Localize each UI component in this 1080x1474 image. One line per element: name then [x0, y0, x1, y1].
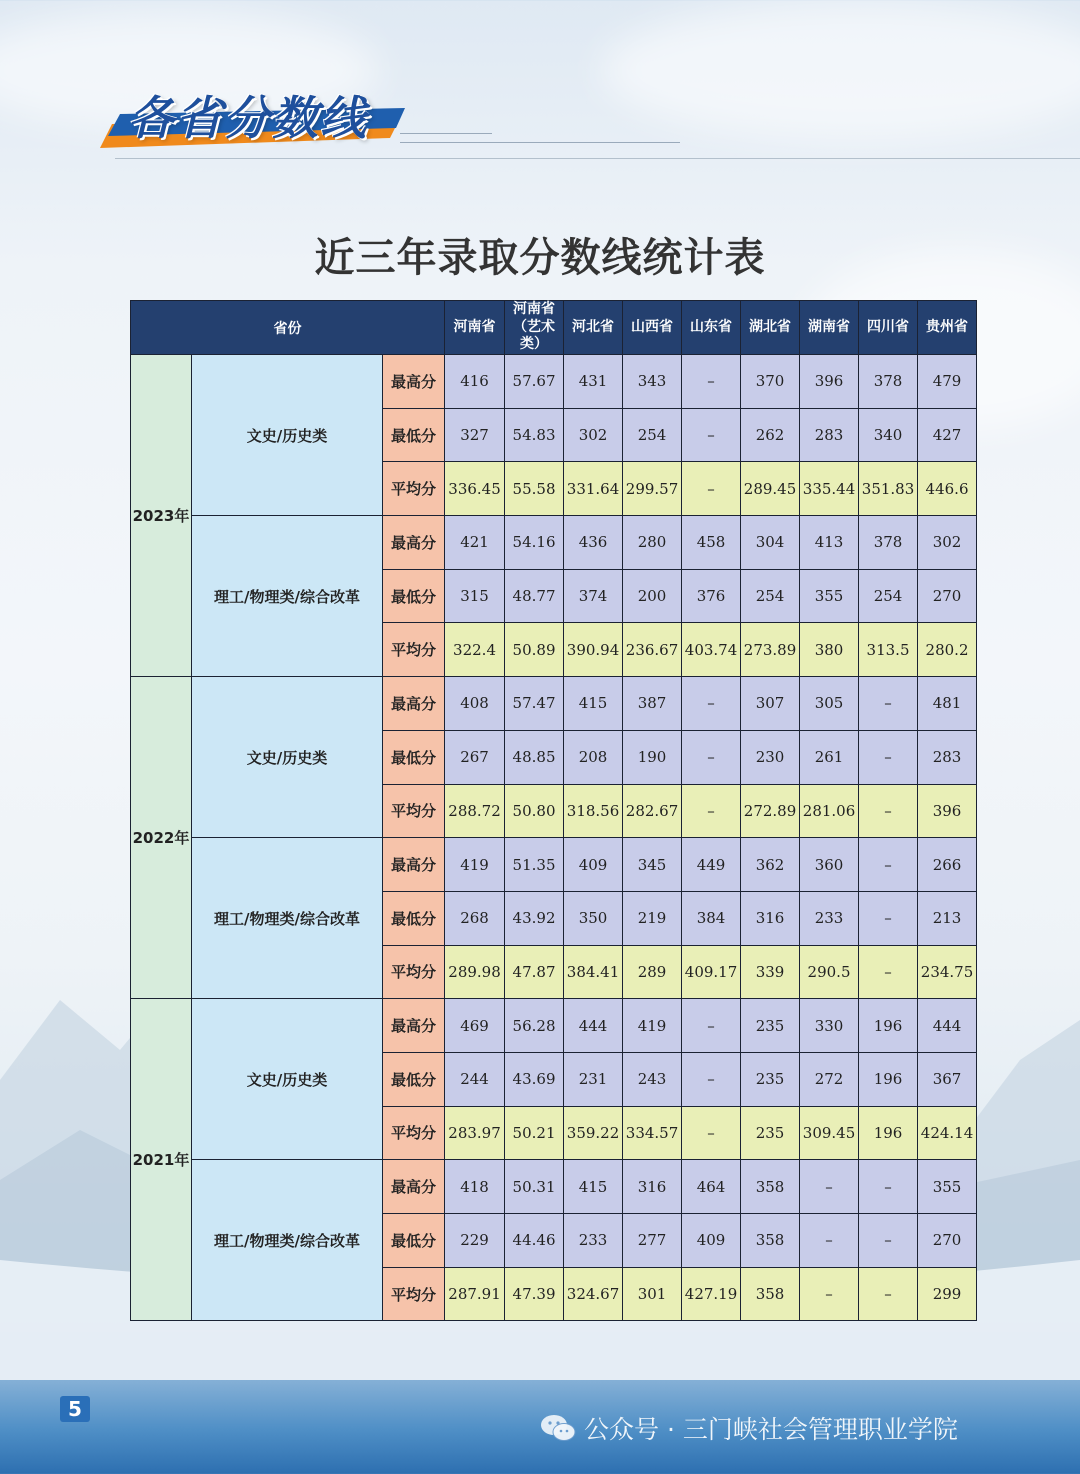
- score-cell: 351.83: [859, 462, 918, 516]
- score-cell: 446.6: [918, 462, 977, 516]
- score-cell: 190: [623, 730, 682, 784]
- score-cell: –: [859, 677, 918, 731]
- score-cell: 409.17: [682, 945, 741, 999]
- score-cell: 367: [918, 1052, 977, 1106]
- metric-label: 最高分: [383, 999, 445, 1053]
- score-cell: 458: [682, 516, 741, 570]
- header-divider: [400, 142, 680, 143]
- score-cell: 436: [564, 516, 623, 570]
- score-cell: 315: [445, 569, 505, 623]
- score-cell: 340: [859, 408, 918, 462]
- score-cell: 267: [445, 730, 505, 784]
- score-cell: 374: [564, 569, 623, 623]
- score-cell: –: [682, 999, 741, 1053]
- score-cell: 270: [918, 569, 977, 623]
- table-header-row: [131, 301, 977, 355]
- score-cell: 57.67: [505, 355, 564, 409]
- score-cell: 268: [445, 891, 505, 945]
- score-cell: 396: [800, 355, 859, 409]
- score-cell: 419: [623, 999, 682, 1053]
- score-cell: 235: [741, 999, 800, 1053]
- score-cell: 304: [741, 516, 800, 570]
- score-cell: 254: [741, 569, 800, 623]
- score-cell: 358: [741, 1214, 800, 1268]
- header-divider: [400, 133, 492, 134]
- header-divider: [115, 158, 1080, 159]
- score-cell: 50.80: [505, 784, 564, 838]
- score-cell: 233: [800, 891, 859, 945]
- score-cell: 345: [623, 838, 682, 892]
- score-cell: 355: [800, 569, 859, 623]
- metric-label: 最低分: [383, 891, 445, 945]
- score-cell: –: [859, 838, 918, 892]
- score-cell: 409: [682, 1214, 741, 1268]
- score-cell: 51.35: [505, 838, 564, 892]
- score-cell: 280.2: [918, 623, 977, 677]
- score-cell: 56.28: [505, 999, 564, 1053]
- score-cell: 305: [800, 677, 859, 731]
- score-cell: 464: [682, 1160, 741, 1214]
- score-cell: 387: [623, 677, 682, 731]
- score-cell: 318.56: [564, 784, 623, 838]
- year-label: 2023年: [131, 355, 192, 677]
- province-header: 湖北省: [741, 301, 800, 355]
- score-cell: 358: [741, 1160, 800, 1214]
- score-cell: 282.67: [623, 784, 682, 838]
- score-cell: –: [859, 1214, 918, 1268]
- score-cell: 419: [445, 838, 505, 892]
- province-header: 四川省: [859, 301, 918, 355]
- score-cell: –: [682, 730, 741, 784]
- score-cell: 427: [918, 408, 977, 462]
- category-label: 理工/物理类/综合改革: [192, 1160, 383, 1321]
- score-cell: 316: [623, 1160, 682, 1214]
- score-cell: 229: [445, 1214, 505, 1268]
- score-cell: –: [682, 1106, 741, 1160]
- score-cell: 334.57: [623, 1106, 682, 1160]
- table-row: [131, 1160, 977, 1214]
- score-cell: 384: [682, 891, 741, 945]
- score-cell: 196: [859, 999, 918, 1053]
- score-cell: 219: [623, 891, 682, 945]
- score-cell: 360: [800, 838, 859, 892]
- score-cell: 254: [623, 408, 682, 462]
- metric-label: 最高分: [383, 516, 445, 570]
- score-cell: 289: [623, 945, 682, 999]
- score-cell: 48.77: [505, 569, 564, 623]
- score-cell: 479: [918, 355, 977, 409]
- score-cell: 409: [564, 838, 623, 892]
- province-header: 河北省: [564, 301, 623, 355]
- score-cell: 43.92: [505, 891, 564, 945]
- wechat-account-label: 公众号 · 三门峡社会管理职业学院: [584, 1415, 958, 1444]
- metric-label: 平均分: [383, 623, 445, 677]
- score-cell: –: [859, 730, 918, 784]
- score-cell: 421: [445, 516, 505, 570]
- score-cell: 384.41: [564, 945, 623, 999]
- category-label: 理工/物理类/综合改革: [192, 516, 383, 677]
- score-cell: 299.57: [623, 462, 682, 516]
- score-cell: 427.19: [682, 1267, 741, 1321]
- score-cell: 413: [800, 516, 859, 570]
- metric-label: 最高分: [383, 838, 445, 892]
- category-label: 文史/历史类: [192, 999, 383, 1160]
- score-cell: 424.14: [918, 1106, 977, 1160]
- score-cell: 481: [918, 677, 977, 731]
- score-cell: –: [859, 945, 918, 999]
- score-cell: 200: [623, 569, 682, 623]
- score-cell: 243: [623, 1052, 682, 1106]
- score-cell: 370: [741, 355, 800, 409]
- metric-label: 最低分: [383, 569, 445, 623]
- score-cell: 415: [564, 677, 623, 731]
- score-cell: 196: [859, 1106, 918, 1160]
- score-cell: 254: [859, 569, 918, 623]
- score-cell: 307: [741, 677, 800, 731]
- year-label: 2021年: [131, 999, 192, 1321]
- score-cell: 416: [445, 355, 505, 409]
- score-cell: 396: [918, 784, 977, 838]
- province-header: 贵州省: [918, 301, 977, 355]
- score-cell: 289.45: [741, 462, 800, 516]
- score-cell: 327: [445, 408, 505, 462]
- score-cell: 266: [918, 838, 977, 892]
- score-cell: 273.89: [741, 623, 800, 677]
- score-cell: 322.4: [445, 623, 505, 677]
- metric-label: 最低分: [383, 1052, 445, 1106]
- score-cell: –: [859, 784, 918, 838]
- score-cell: –: [682, 355, 741, 409]
- table-title: 近三年录取分数线统计表: [314, 234, 766, 281]
- score-cell: 236.67: [623, 623, 682, 677]
- score-cell: 309.45: [800, 1106, 859, 1160]
- score-cell: 50.31: [505, 1160, 564, 1214]
- score-cell: 290.5: [800, 945, 859, 999]
- wechat-watermark: [540, 1410, 958, 1446]
- score-cell: 43.69: [505, 1052, 564, 1106]
- score-cell: 54.83: [505, 408, 564, 462]
- score-cell: 376: [682, 569, 741, 623]
- score-cell: 350: [564, 891, 623, 945]
- metric-label: 平均分: [383, 1106, 445, 1160]
- table-row: [131, 999, 977, 1053]
- score-cell: 403.74: [682, 623, 741, 677]
- score-cell: 469: [445, 999, 505, 1053]
- background-cloud: [600, 0, 1080, 140]
- score-cell: 343: [623, 355, 682, 409]
- metric-label: 平均分: [383, 1267, 445, 1321]
- score-cell: 270: [918, 1214, 977, 1268]
- score-cell: 330: [800, 999, 859, 1053]
- metric-label: 平均分: [383, 945, 445, 999]
- score-cell: 302: [564, 408, 623, 462]
- score-cell: –: [800, 1160, 859, 1214]
- score-cell: 302: [918, 516, 977, 570]
- wechat-icon: [540, 1413, 576, 1443]
- score-cell: 355: [918, 1160, 977, 1214]
- score-cell: 55.58: [505, 462, 564, 516]
- category-label: 理工/物理类/综合改革: [192, 838, 383, 999]
- table-row: [131, 516, 977, 570]
- metric-label: 最高分: [383, 1160, 445, 1214]
- metric-label: 最高分: [383, 677, 445, 731]
- score-cell: 234.75: [918, 945, 977, 999]
- score-cell: 230: [741, 730, 800, 784]
- score-cell: 213: [918, 891, 977, 945]
- score-cell: 415: [564, 1160, 623, 1214]
- score-cell: 272.89: [741, 784, 800, 838]
- section-title: 各省分数线: [128, 91, 368, 145]
- table-row: [131, 838, 977, 892]
- province-header: 山东省: [682, 301, 741, 355]
- table-body: [131, 355, 977, 1321]
- metric-label: 平均分: [383, 462, 445, 516]
- score-cell: –: [682, 1052, 741, 1106]
- score-cell: 380: [800, 623, 859, 677]
- year-label: 2022年: [131, 677, 192, 999]
- score-cell: 444: [918, 999, 977, 1053]
- score-cell: 283: [918, 730, 977, 784]
- score-cell: 358: [741, 1267, 800, 1321]
- score-cell: 281.06: [800, 784, 859, 838]
- score-cell: 378: [859, 355, 918, 409]
- score-cell: 283.97: [445, 1106, 505, 1160]
- score-cell: 261: [800, 730, 859, 784]
- score-cell: 235: [741, 1052, 800, 1106]
- score-cell: 289.98: [445, 945, 505, 999]
- score-cell: 408: [445, 677, 505, 731]
- score-cell: 235: [741, 1106, 800, 1160]
- score-cell: –: [800, 1267, 859, 1321]
- score-cell: –: [682, 784, 741, 838]
- page-number: 5: [60, 1396, 90, 1422]
- province-header-label: 省份: [131, 301, 445, 355]
- score-cell: 231: [564, 1052, 623, 1106]
- admission-score-table: [130, 300, 977, 1321]
- score-cell: 378: [859, 516, 918, 570]
- score-cell: 47.39: [505, 1267, 564, 1321]
- score-cell: 233: [564, 1214, 623, 1268]
- score-cell: 331.64: [564, 462, 623, 516]
- metric-label: 最低分: [383, 730, 445, 784]
- province-header: 湖南省: [800, 301, 859, 355]
- score-cell: 390.94: [564, 623, 623, 677]
- score-cell: 316: [741, 891, 800, 945]
- metric-label: 平均分: [383, 784, 445, 838]
- score-cell: 208: [564, 730, 623, 784]
- score-cell: 44.46: [505, 1214, 564, 1268]
- province-header: 河南省 （艺术类）: [505, 301, 564, 355]
- score-cell: –: [859, 891, 918, 945]
- score-cell: –: [682, 408, 741, 462]
- score-cell: 336.45: [445, 462, 505, 516]
- score-cell: 324.67: [564, 1267, 623, 1321]
- metric-label: 最高分: [383, 355, 445, 409]
- score-cell: 50.21: [505, 1106, 564, 1160]
- score-cell: 272: [800, 1052, 859, 1106]
- table-row: [131, 677, 977, 731]
- score-cell: –: [682, 462, 741, 516]
- score-cell: 196: [859, 1052, 918, 1106]
- score-cell: 57.47: [505, 677, 564, 731]
- score-cell: 287.91: [445, 1267, 505, 1321]
- score-cell: –: [859, 1160, 918, 1214]
- score-cell: 431: [564, 355, 623, 409]
- score-cell: 54.16: [505, 516, 564, 570]
- score-cell: 444: [564, 999, 623, 1053]
- score-cell: 283: [800, 408, 859, 462]
- score-cell: 288.72: [445, 784, 505, 838]
- score-cell: –: [682, 677, 741, 731]
- score-cell: 362: [741, 838, 800, 892]
- metric-label: 最低分: [383, 408, 445, 462]
- category-label: 文史/历史类: [192, 677, 383, 838]
- score-cell: 50.89: [505, 623, 564, 677]
- score-cell: 339: [741, 945, 800, 999]
- province-header: 河南省: [445, 301, 505, 355]
- category-label: 文史/历史类: [192, 355, 383, 516]
- metric-label: 最低分: [383, 1214, 445, 1268]
- score-cell: –: [859, 1267, 918, 1321]
- score-cell: –: [800, 1214, 859, 1268]
- score-cell: 449: [682, 838, 741, 892]
- score-cell: 359.22: [564, 1106, 623, 1160]
- score-cell: 280: [623, 516, 682, 570]
- score-cell: 301: [623, 1267, 682, 1321]
- score-cell: 262: [741, 408, 800, 462]
- score-cell: 335.44: [800, 462, 859, 516]
- score-cell: 244: [445, 1052, 505, 1106]
- score-cell: 299: [918, 1267, 977, 1321]
- score-cell: 47.87: [505, 945, 564, 999]
- score-cell: 48.85: [505, 730, 564, 784]
- score-cell: 277: [623, 1214, 682, 1268]
- score-cell: 418: [445, 1160, 505, 1214]
- province-header: 山西省: [623, 301, 682, 355]
- score-cell: 313.5: [859, 623, 918, 677]
- table-row: [131, 355, 977, 409]
